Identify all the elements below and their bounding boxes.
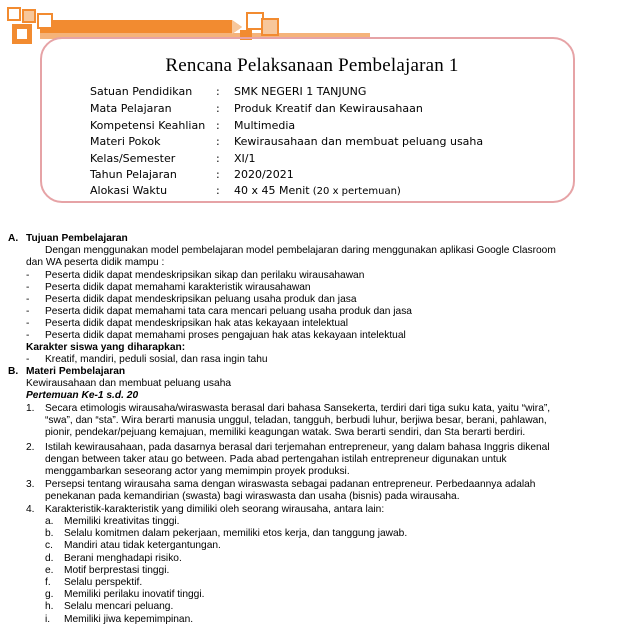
identity-value: 2020/2021	[234, 168, 294, 181]
para-number: 3.	[26, 479, 35, 490]
identity-colon: :	[216, 168, 220, 181]
para-line: penekanan pada kemandirian (swasta) bagi wiraswasta dan usaha (bisnis) pada wirausaha.	[45, 491, 460, 502]
goal-item: Peserta didik dapat mendeskripsikan hak atas kekayaan intelektual	[45, 318, 348, 329]
trait-item: Mandiri atau tidak ketergantungan.	[64, 540, 221, 552]
materi-topic: Kewirausahaan dan membuat peluang usaha	[26, 378, 232, 389]
goal-bullet: -	[26, 294, 30, 305]
para-line: Persepsi tentang wirausaha sama dengan wiraswasta sebagai padanan entrepreneur. Perbedaannya adalah	[45, 479, 536, 490]
trait-letter: e.	[45, 564, 54, 576]
identity-label: Alokasi Waktu	[90, 184, 168, 197]
identity-value: Multimedia	[234, 119, 296, 132]
para-line: menggambarkan seseorang actor yang memimpin proyek produksi.	[45, 466, 350, 477]
para-line: pionir, pendekar/pejuang kemajuan, memiliki keagungan watak. Swa berarti sendiri, dan Sta berarti berdiri.	[45, 427, 526, 438]
trait-item: Selalu mencari peluang.	[64, 601, 174, 613]
goal-item: Peserta didik dapat mendeskripsikan sikap dan perilaku wirausahawan	[45, 270, 365, 281]
goal-bullet: -	[26, 330, 30, 341]
document-title: Rencana Pelaksanaan Pembelajaran 1	[165, 55, 459, 76]
karakter-text: Kreatif, mandiri, peduli sosial, dan rasa ingin tahu	[45, 354, 268, 365]
identity-colon: :	[216, 135, 220, 148]
identity-label: Tahun Pelajaran	[90, 168, 177, 181]
para-number: 1.	[26, 403, 35, 414]
goal-item: Peserta didik dapat memahami tata cara mencari peluang usaha produk dan jasa	[45, 306, 412, 317]
goal-bullet: -	[26, 282, 30, 293]
trait-item: Memiliki kreativitas tinggi.	[64, 516, 180, 527]
identity-label: Materi Pokok	[90, 135, 161, 148]
trait-letter: b.	[45, 528, 54, 540]
trait-item: Selalu komitmen dalam pekerjaan, memiliki etos kerja, dan tanggung jawab.	[64, 528, 408, 540]
intro-line: dan WA peserta didik mampu :	[26, 257, 165, 268]
identity-value: XI/1	[234, 152, 256, 165]
identity-value: 40 x 45 Menit (20 x pertemuan)	[234, 184, 401, 197]
trait-item: Motif berprestasi tinggi.	[64, 564, 170, 576]
para-line: Secara etimologis wirausaha/wiraswasta berasal dari bahasa Sansekerta, terdiri dari tiga suku kata, yaitu “wira”,	[45, 403, 551, 414]
identity-label: Satuan Pendidikan	[90, 85, 193, 98]
identity-colon: :	[216, 102, 220, 115]
para-line: Karakteristik-karakteristik yang dimiliki oleh seorang wirausaha, antara lain:	[45, 504, 385, 515]
intro-line: Dengan menggunakan model pembelajaran model pembelajaran daring menggunakan aplikasi Google Clasroom	[45, 245, 556, 256]
section-b-marker: B.	[8, 366, 19, 377]
identity-label: Mata Pelajaran	[90, 102, 172, 115]
identity-value: Kewirausahaan dan membuat peluang usaha	[234, 135, 484, 148]
para-number: 4.	[26, 504, 35, 515]
goal-item: Peserta didik dapat mendeskripsikan peluang usaha produk dan jasa	[45, 294, 357, 305]
karakter-bullet: -	[26, 354, 30, 365]
goal-bullet: -	[26, 306, 30, 317]
trait-letter: f.	[45, 577, 51, 588]
section-a-heading: Tujuan Pembelajaran	[26, 233, 128, 244]
identity-label: Kompetensi Keahlian	[90, 119, 206, 132]
meeting-label: Pertemuan Ke-1 s.d. 20	[26, 390, 139, 401]
para-line: Istilah kewirausahaan, pada dasarnya berasal dari terjemahan entrepreneur, yang dalam bahasa Inggris dikenal	[45, 442, 550, 453]
section-b-heading: Materi Pembelajaran	[26, 366, 126, 377]
trait-item: Berani menghadapi risiko.	[64, 552, 182, 564]
goal-bullet: -	[26, 318, 30, 329]
trait-item: Memiliki jiwa kepemimpinan.	[64, 613, 194, 625]
trait-item: Selalu perspektif.	[64, 577, 143, 588]
goal-item: Peserta didik dapat memahami karakteristik wirausahawan	[45, 282, 311, 293]
trait-letter: d.	[45, 552, 54, 564]
para-number: 2.	[26, 442, 35, 453]
identity-value: Produk Kreatif dan Kewirausahaan	[234, 102, 423, 115]
identity-colon: :	[216, 85, 220, 98]
para-line: dengan between taker atau go between. Pada abad pertengahan istilah entrepreneur digunakan untuk	[45, 454, 507, 465]
para-line: “swa”, dan “sta”. Wira berarti manusia unggul, teladan, tangguh, berbudi luhur, berjiwa besar, berani, pahlawan,	[45, 415, 547, 426]
identity-colon: :	[216, 152, 220, 165]
trait-item: Memiliki perilaku inovatif tinggi.	[64, 589, 205, 601]
section-a-marker: A.	[8, 233, 19, 244]
karakter-heading: Karakter siswa yang diharapkan:	[26, 342, 186, 353]
trait-letter: a.	[45, 516, 54, 527]
identity-colon: :	[216, 119, 220, 132]
trait-letter: c.	[45, 540, 53, 552]
trait-letter: g.	[45, 589, 54, 601]
trait-letter: h.	[45, 601, 54, 613]
goal-bullet: -	[26, 270, 30, 281]
identity-value: SMK NEGERI 1 TANJUNG	[234, 85, 367, 98]
trait-letter: i.	[45, 613, 51, 625]
identity-colon: :	[216, 184, 220, 197]
identity-label: Kelas/Semester	[90, 152, 176, 165]
goal-item: Peserta didik dapat memahami proses pengajuan hak atas kekayaan intelektual	[45, 330, 406, 341]
